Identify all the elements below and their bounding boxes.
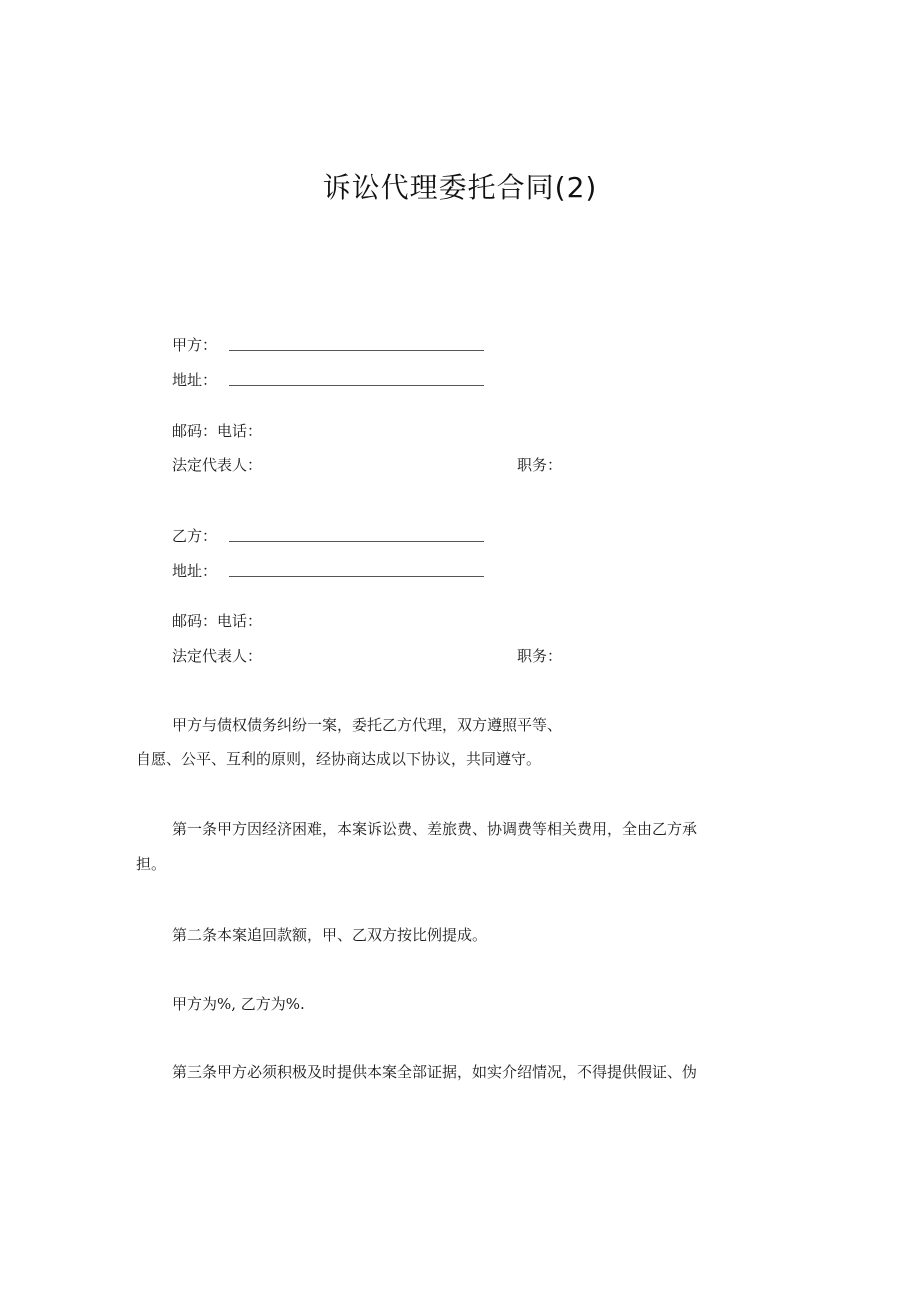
article-1-line-1: 第一条甲方因经济困难，本案诉讼费、差旅费、协调费等相关费用，全由乙方承: [172, 820, 698, 838]
party-b-address-label: 地址：: [172, 562, 218, 580]
article-2: 第二条本案追回款额，甲、乙双方按比例提成。: [172, 926, 488, 944]
party-b-position-label: 职务：: [517, 647, 563, 665]
party-a-address-blank: [229, 385, 484, 386]
party-a-legal-rep-label: 法定代表人：: [172, 456, 263, 474]
party-b-legal-rep-label: 法定代表人：: [172, 647, 263, 665]
party-b-name-blank: [229, 541, 484, 542]
party-b-postcode-phone-label: 邮码：电话：: [172, 612, 263, 630]
party-a-postcode-phone-label: 邮码：电话：: [172, 422, 263, 440]
party-a-label: 甲方：: [172, 336, 218, 354]
party-b-address-blank: [229, 576, 484, 577]
ratio-line: 甲方为%, 乙方为%.: [172, 995, 305, 1013]
document-title: 诉讼代理委托合同(2): [322, 171, 598, 204]
party-a-position-label: 职务：: [517, 456, 563, 474]
party-a-address-label: 地址：: [172, 371, 218, 389]
article-1-line-2: 担。: [136, 855, 167, 873]
intro-line-2: 自愿、公平、互利的原则，经协商达成以下协议，共同遵守。: [136, 750, 542, 768]
party-b-label: 乙方：: [172, 527, 218, 545]
intro-line-1: 甲方与债权债务纠纷一案，委托乙方代理，双方遵照平等、: [172, 716, 563, 734]
article-3: 第三条甲方必须积极及时提供本案全部证据，如实介绍情况，不得提供假证、伪: [172, 1063, 698, 1081]
party-a-name-blank: [229, 350, 484, 351]
